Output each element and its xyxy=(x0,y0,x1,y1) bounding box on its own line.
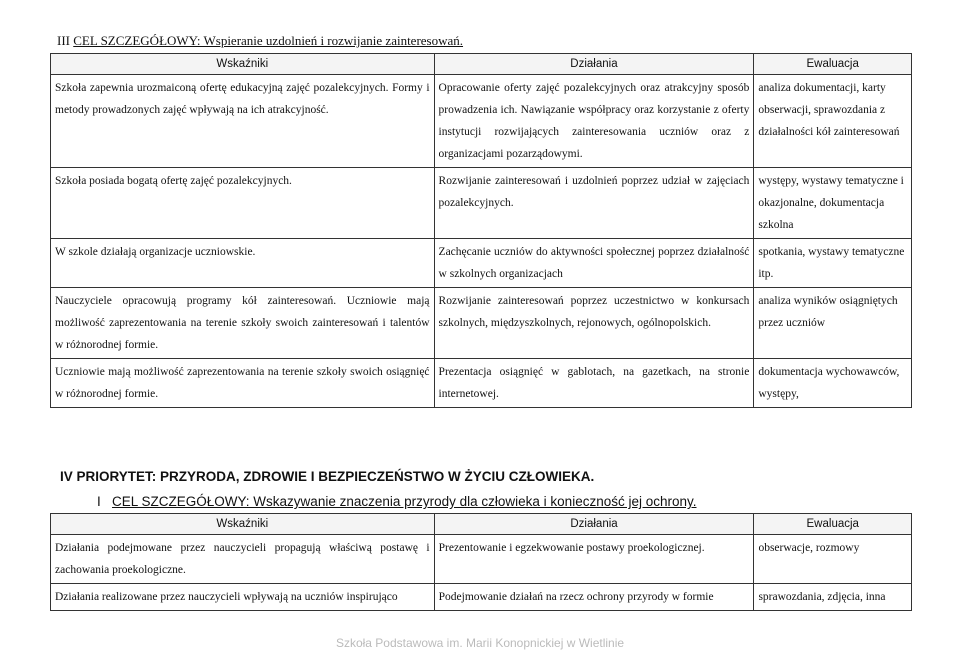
header-evaluation: Ewaluacja xyxy=(754,514,912,535)
section-heading xyxy=(57,33,463,49)
page-footer: Szkoła Podstawowa im. Marii Konopnickiej w Wietlinie xyxy=(335,636,625,650)
priority-heading: IV PRIORYTET: PRZYRODA, ZDROWIE I BEZPIECZEŃSTWO W ŻYCIU CZŁOWIEKA. xyxy=(60,469,595,484)
evaluation-cell: obserwacje, rozmowy xyxy=(754,535,912,584)
section-title: CEL SZCZEGÓŁOWY: Wspieranie uzdolnień i rozwijanie zainteresowań. xyxy=(73,33,464,48)
action-cell: Zachęcanie uczniów do aktywności społecznej poprzez działalność w szkolnych organizacjach xyxy=(434,239,754,288)
header-evaluation: Ewaluacja xyxy=(754,54,912,75)
table-row xyxy=(51,75,912,168)
table-row xyxy=(51,584,912,611)
table-header-row xyxy=(51,54,912,75)
indicator-cell: Działania realizowane przez nauczycieli wpływają na uczniów inspirująco xyxy=(51,584,435,611)
table-row xyxy=(51,535,912,584)
header-indicators: Wskaźniki xyxy=(51,514,435,535)
action-cell: Prezentacja osiągnięć w gablotach, na gazetkach, na stronie internetowej. xyxy=(434,359,754,408)
header-indicators: Wskaźniki xyxy=(51,54,435,75)
evaluation-cell: analiza dokumentacji, karty obserwacji, sprawozdania z działalności kół zainteresowań xyxy=(754,75,912,168)
evaluation-cell: spotkania, wystawy tematyczne itp. xyxy=(754,239,912,288)
action-cell: Prezentowanie i egzekwowanie postawy proekologicznej. xyxy=(434,535,754,584)
indicator-cell: Działania podejmowane przez nauczycieli propagują właściwą postawę i zachowania proekologiczne. xyxy=(51,535,435,584)
action-cell: Rozwijanie zainteresowań i uzdolnień poprzez udział w zajęciach pozalekcyjnych. xyxy=(434,168,754,239)
indicator-cell: Nauczyciele opracowują programy kół zainteresowań. Uczniowie mają możliwość zaprezentowania na terenie szkoły swoich zainteresowań i talentów w różnorodnej formie. xyxy=(51,288,435,359)
table-header-row xyxy=(51,514,912,535)
action-cell: Podejmowanie działań na rzecz ochrony przyrody w formie xyxy=(434,584,754,611)
section-prefix: I xyxy=(97,494,101,509)
goals-table-1 xyxy=(50,53,912,408)
section-title: CEL SZCZEGÓŁOWY: Wskazywanie znaczenia przyrody dla człowieka i konieczność jej ochrony. xyxy=(112,494,697,509)
goals-table-2 xyxy=(50,513,912,611)
section-heading-2 xyxy=(97,494,697,509)
action-cell: Opracowanie oferty zajęć pozalekcyjnych oraz atrakcyjny sposób prowadzenia ich. Nawiązanie współpracy oraz korzystanie z oferty instytucji rozwijających zainteresowania uczniów oraz z organizacjami pozarządowymi. xyxy=(434,75,754,168)
section-prefix: III xyxy=(57,33,70,48)
indicator-cell: Szkoła posiada bogatą ofertę zajęć pozalekcyjnych. xyxy=(51,168,435,239)
table-row xyxy=(51,288,912,359)
header-actions: Działania xyxy=(434,54,754,75)
evaluation-cell: analiza wyników osiągniętych przez uczniów xyxy=(754,288,912,359)
header-actions: Działania xyxy=(434,514,754,535)
indicator-cell: Szkoła zapewnia urozmaiconą ofertę edukacyjną zajęć pozalekcyjnych. Formy i metody prowadzonych zajęć wpływają na ich atrakcyjność. xyxy=(51,75,435,168)
evaluation-cell: sprawozdania, zdjęcia, inna xyxy=(754,584,912,611)
table-row xyxy=(51,168,912,239)
action-cell: Rozwijanie zainteresowań poprzez uczestnictwo w konkursach szkolnych, międzyszkolnych, rejonowych, ogólnopolskich. xyxy=(434,288,754,359)
indicator-cell: Uczniowie mają możliwość zaprezentowania na terenie szkoły swoich osiągnięć w różnorodnej formie. xyxy=(51,359,435,408)
table-row xyxy=(51,239,912,288)
table-row xyxy=(51,359,912,408)
indicator-cell: W szkole działają organizacje uczniowskie. xyxy=(51,239,435,288)
evaluation-cell: występy, wystawy tematyczne i okazjonalne, dokumentacja szkolna xyxy=(754,168,912,239)
evaluation-cell: dokumentacja wychowawców, występy, xyxy=(754,359,912,408)
